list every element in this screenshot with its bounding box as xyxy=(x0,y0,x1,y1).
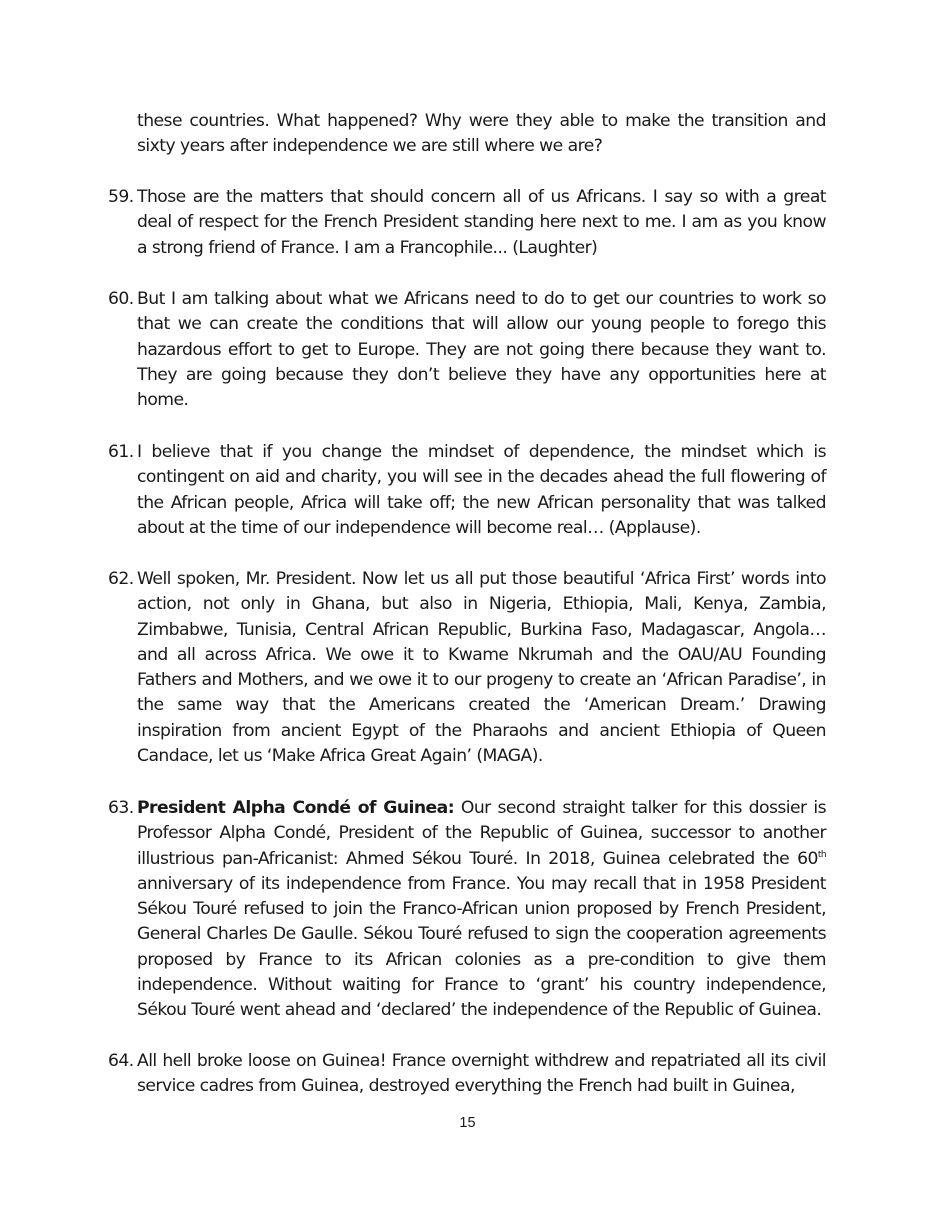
list-item xyxy=(108,287,826,413)
paragraph-number: 60. xyxy=(108,289,134,309)
paragraph-text xyxy=(137,796,826,1024)
paragraph-61 xyxy=(108,440,826,541)
paragraph-text: Well spoken, Mr. President. Now let us all put those beautiful ‘Africa First’ words into action, not only in Ghana, but also in Nigeria, Ethiopia, Mali, Kenya, Zambia, Zimbabwe, Tunisia, Central African Republic, Burkina Faso, Madagascar, Angola… and all across Africa. We owe it to Kwame Nkrumah and the OAU/AU Founding Fathers and Mothers, and we owe it to our progeny to create an ‘African Paradise’, in the same way that the Americans created the ‘American Dream.’ Drawing inspiration from ancient Egypt of the Pharaohs and ancient Ethiopia of Queen Candace, let us ‘Make Africa Great Again’ (MAGA). xyxy=(137,569,826,767)
ordinal-superscript: th xyxy=(817,849,826,860)
paragraph-64 xyxy=(108,1049,826,1100)
paragraph-text: I believe that if you change the mindset of dependence, the mindset which is contingent on aid and charity, you will see in the decades ahead the full flowering of the African people, Africa will take off; the new African personality that was talked about at the time of our independence will become real… (Applause). xyxy=(137,442,826,538)
paragraph-text: these countries. What happened? Why were they able to make the transition and sixty years after independence we are still where we are? xyxy=(137,111,826,157)
paragraph-60 xyxy=(108,287,826,413)
paragraph-number: 59. xyxy=(108,187,134,207)
list-item xyxy=(108,796,826,1024)
list-item xyxy=(108,185,826,261)
list-item xyxy=(108,440,826,541)
paragraph-63 xyxy=(108,796,826,1024)
list-item xyxy=(108,567,826,769)
paragraph-text-part: anniversary of its independence from France. You may recall that in 1958 President Sékou Touré refused to join the Franco-African union proposed by French President, General Charles De Gaulle. Sékou Touré refused to sign the cooperation agreements proposed by France to its African colonies as a pre-condition to give them independence. Without waiting for France to ‘grant’ his country independence, Sékou Touré went ahead and ‘declared’ the independence of the Republic of Guinea. xyxy=(137,873,826,1021)
paragraph-text: But I am talking about what we Africans need to do to get our countries to work so that we can create the conditions that will allow our young people to forego this hazardous effort to get to Europe. They are not going there because they want to. They are going because they don’t believe they have any opportunities here at home. xyxy=(137,289,826,411)
paragraph-number: 64. xyxy=(108,1051,134,1071)
paragraph-62 xyxy=(108,567,826,769)
paragraph-text: Those are the matters that should concern all of us Africans. I say so with a great deal of respect for the French President standing here next to me. I am as you know a strong friend of France. I am a Francophile... (Laughter) xyxy=(137,187,826,258)
paragraph-number: 63. xyxy=(108,798,134,818)
paragraph-59 xyxy=(108,185,826,261)
paragraph-text: All hell broke loose on Guinea! France overnight withdrew and repatriated all its civil service cadres from Guinea, destroyed everything the French had built in Guinea, xyxy=(137,1051,826,1097)
paragraph-text-part: Our second straight talker for this dossier is Professor Alpha Condé, President of the Republic of Guinea, successor to another illustrious pan-Africanist: Ahmed Sékou Touré. In 2018, Guinea celebrated the 60 xyxy=(137,798,827,869)
paragraph-continuation xyxy=(108,109,826,160)
list-item xyxy=(108,1049,826,1100)
page-number: 15 xyxy=(459,1115,476,1131)
paragraph-lead-heading: President Alpha Condé of Guinea: xyxy=(137,798,455,818)
paragraph-number: 62. xyxy=(108,569,134,589)
continuation-paragraph xyxy=(108,109,826,160)
paragraph-number: 61. xyxy=(108,442,134,462)
